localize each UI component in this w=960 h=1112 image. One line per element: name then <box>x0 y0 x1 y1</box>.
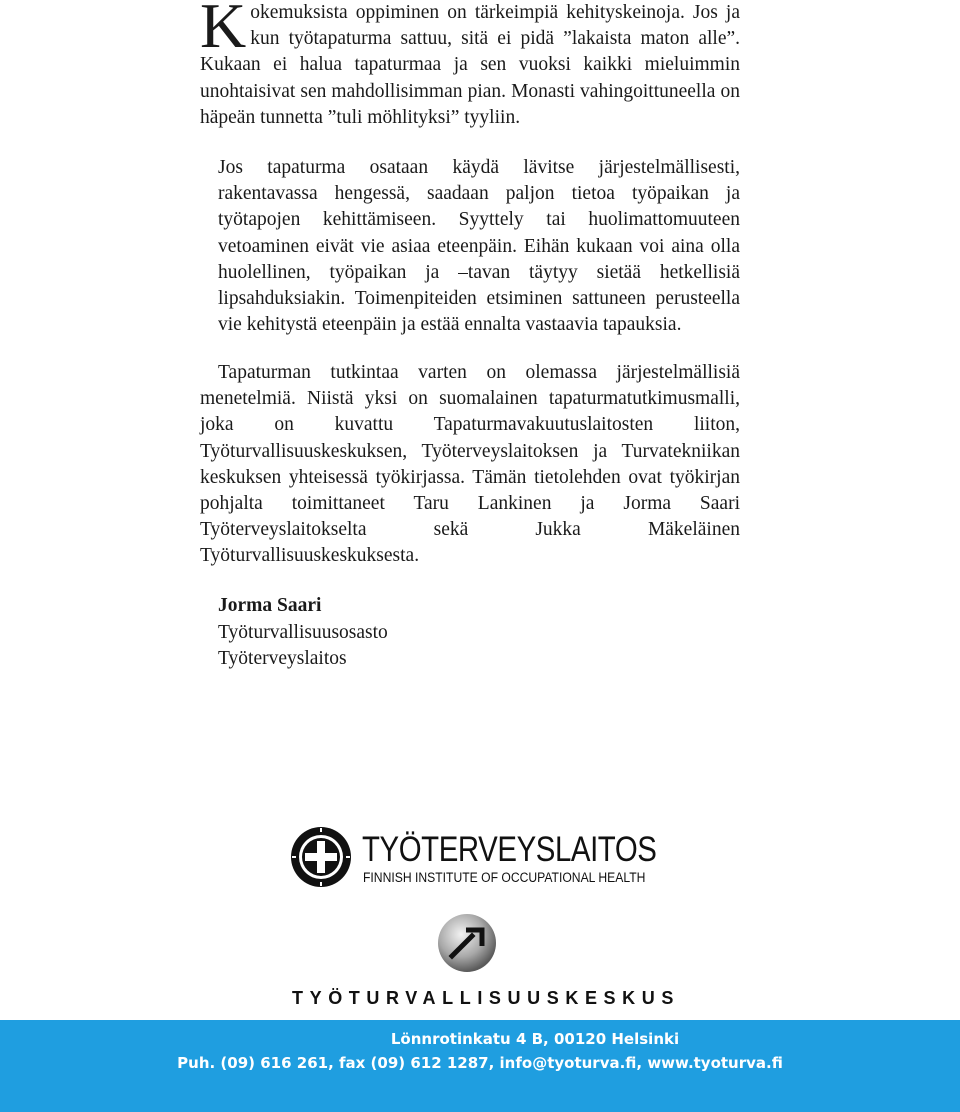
signature-organization: Työterveyslaitos <box>218 648 347 669</box>
drop-cap: K <box>200 0 247 61</box>
body-paragraph-2 <box>218 155 740 338</box>
tyoterveyslaitos-logo <box>290 826 657 896</box>
footer-address: Lönnrotinkatu 4 B, 00120 Helsinki <box>390 1030 680 1048</box>
body-paragraph-3 <box>200 360 740 570</box>
footer-contact: Puh. (09) 616 261, fax (09) 612 1287, info@tyoturva.fi, www.tyoturva.fi <box>177 1054 783 1072</box>
intro-paragraph <box>200 0 740 131</box>
footer-bar <box>0 1020 960 1112</box>
paragraph-text: Jos tapaturma osataan käydä lävitse järjestelmällisesti, rakentavassa hengessä, saadaan paljon tietoa työpaikan ja työtapojen kehittämiseen. Syyttely tai huolimattomuuteen vetoaminen eivät vie asiaa eteenpäin. Eihän kukaan voi aina olla huolellinen, työpaikan ja –tavan täytyy sietää hetkellisiä lipsahduksiakin. Toimenpiteiden etsiminen sattuneen perusteella vie kehitystä eteenpäin ja estää ennalta vastaavia tapauksia. <box>218 157 740 336</box>
intro-text: okemuksista oppiminen on tärkeimpiä kehityskeinoja. Jos ja kun työtapaturma sattuu, sitä ei pidä ”lakaista maton alle”. Kukaan ei halua tapaturmaa ja sen vuoksi kaikki mieluimmin unohtaisivat sen mahdollisimman pian. Monasti vahingoittuneella on häpeän tunnetta ”tuli möhlityksi” tyyliin. <box>200 2 740 128</box>
signature-unit: Työturvallisuusosasto <box>218 621 388 643</box>
seal-icon <box>290 826 352 888</box>
ttl-name: TYÖTERVEYSLAITOS <box>362 830 657 869</box>
tk-emblem-icon <box>436 912 498 974</box>
signature-name: Jorma Saari <box>218 595 322 616</box>
tk-name: TYÖTURVALLISUUSKESKUS <box>292 988 680 1008</box>
ttl-subtitle: FINNISH INSTITUTE OF OCCUPATIONAL HEALTH <box>363 870 646 885</box>
signature-block <box>218 593 388 673</box>
paragraph-text: Tapaturman tutkintaa varten on olemassa järjestelmällisiä menetelmiä. Niistä yksi on suomalainen tapaturmatutkimusmalli, joka on kuvattu Tapaturmavakuutuslaitosten liiton, Työturvallisuuskeskuksen, Työterveyslaitoksen ja Turvatekniikan keskuksen yhteisessä työkirjassa. Tämän tietolehden ovat työkirjan pohjalta toimittaneet Taru Lankinen ja Jorma Saari Työterveyslaitokselta sekä Jukka Mäkeläinen Työturvallisuuskeskuksesta. <box>200 362 740 567</box>
